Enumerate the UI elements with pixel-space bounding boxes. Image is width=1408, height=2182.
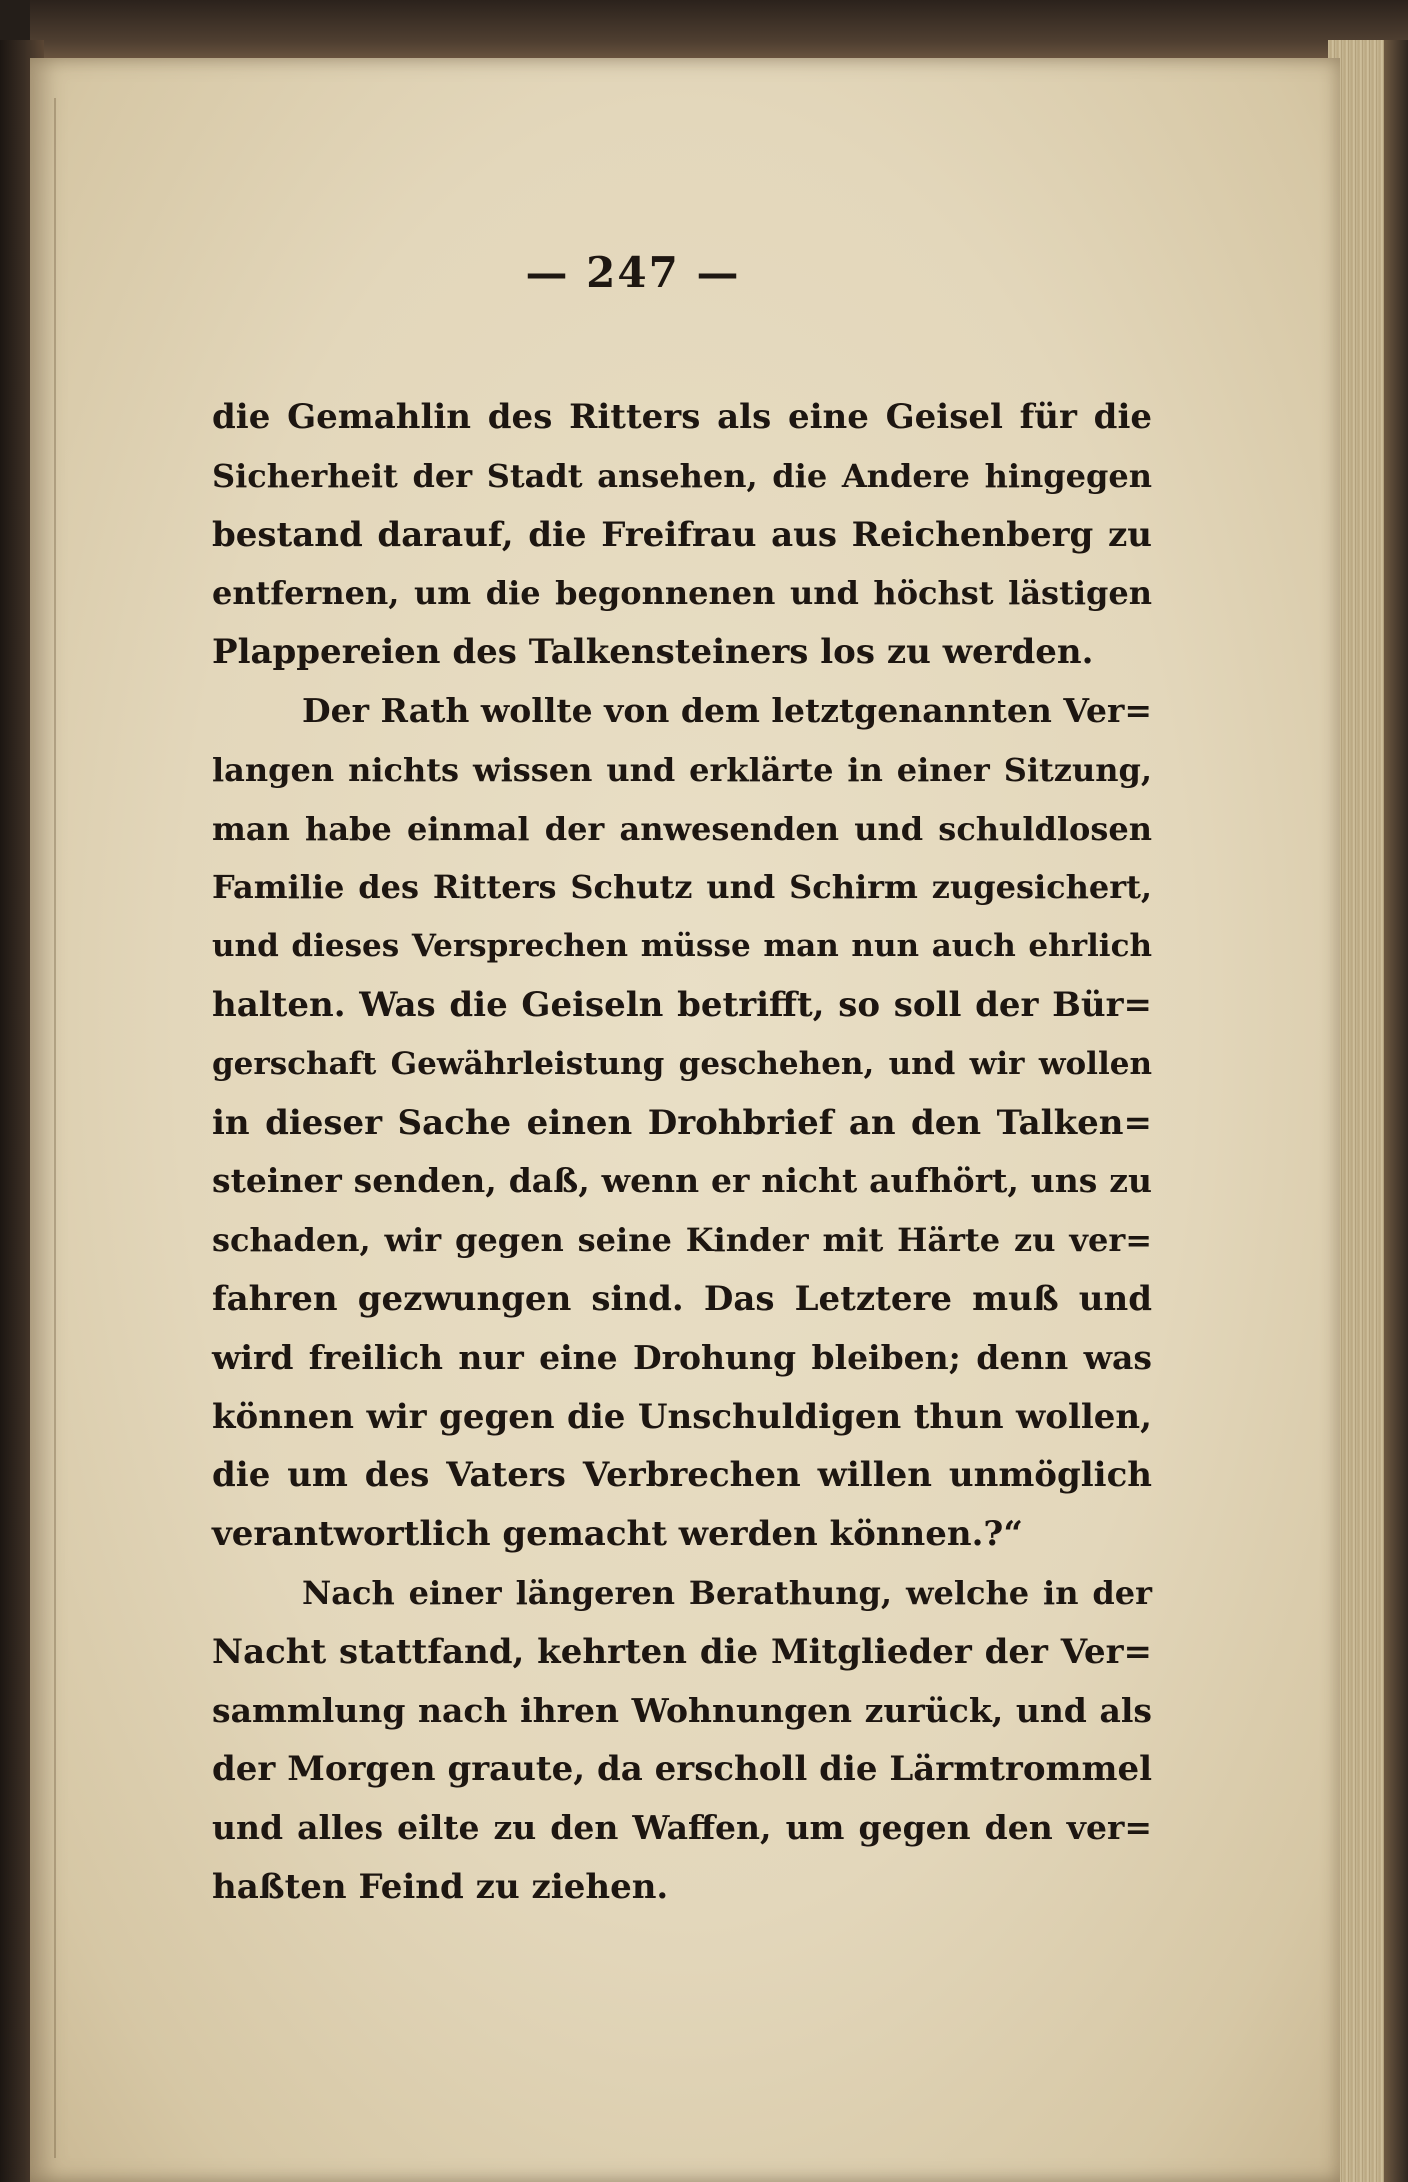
- text-line: langen nichts wissen und erklärte in einer Sitzung,: [212, 750, 1152, 789]
- text-line: die um des Vaters Verbrechen willen unmöglich: [212, 1455, 1152, 1496]
- text-line: gerschaft Gewährleistung geschehen, und wir wollen: [212, 1045, 1152, 1082]
- text-line: wird freilich nur eine Drohung bleiben; denn was: [212, 1337, 1152, 1377]
- text-line: sammlung nach ihren Wohnungen zurück, und als: [212, 1690, 1152, 1730]
- text-line: der Morgen graute, da erscholl die Lärmtrommel: [212, 1749, 1152, 1790]
- text-line: und dieses Versprechen müsse man nun auch ehrlich: [212, 928, 1152, 965]
- book-page: [30, 58, 1340, 2182]
- page-text: [212, 388, 1152, 1917]
- text-line: fahren gezwungen sind. Das Letztere muß und: [212, 1278, 1152, 1319]
- text-line: in dieser Sache einen Drohbrief an den Talken=: [212, 1102, 1152, 1143]
- text-line: steiner senden, daß, wenn er nicht aufhört, uns zu: [212, 1161, 1152, 1201]
- text-line: Familie des Ritters Schutz und Schirm zugesichert,: [212, 868, 1152, 907]
- gutter-line: [54, 98, 56, 2158]
- text-line: Nach einer längeren Berathung, welche in der: [302, 1573, 1152, 1612]
- text-line: die Gemahlin des Ritters als eine Geisel für die: [212, 397, 1152, 437]
- text-line: man habe einmal der anwesenden und schuldlosen: [212, 809, 1152, 848]
- page-edges: [1328, 40, 1408, 2182]
- page-number: — 247 —: [525, 248, 741, 297]
- text-line: halten. Was die Geiseln betrifft, so soll der Bür=: [212, 984, 1152, 1025]
- text-line: bestand darauf, die Freifrau aus Reichenberg zu: [212, 514, 1152, 555]
- text-line: Der Rath wollte von dem letztgenannten Ver=: [302, 690, 1152, 730]
- text-line: Plappereien des Talkensteiners los zu werden.: [212, 632, 1094, 673]
- text-line: Nacht stattfand, kehrten die Mitglieder der Ver=: [212, 1631, 1152, 1672]
- text-line: entfernen, um die begonnenen und höchst lästigen: [212, 574, 1152, 613]
- text-line: und alles eilte zu den Waffen, um gegen den ver=: [212, 1808, 1152, 1848]
- text-line: können wir gegen die Unschuldigen thun wollen,: [212, 1396, 1152, 1437]
- text-line: verantwortlich gemacht werden können.?“: [212, 1514, 1023, 1555]
- text-line: haßten Feind zu ziehen.: [212, 1866, 669, 1907]
- text-line: Sicherheit der Stadt ansehen, die Andere hingegen: [212, 456, 1152, 495]
- text-line: schaden, wir gegen seine Kinder mit Härte zu ver=: [212, 1221, 1152, 1260]
